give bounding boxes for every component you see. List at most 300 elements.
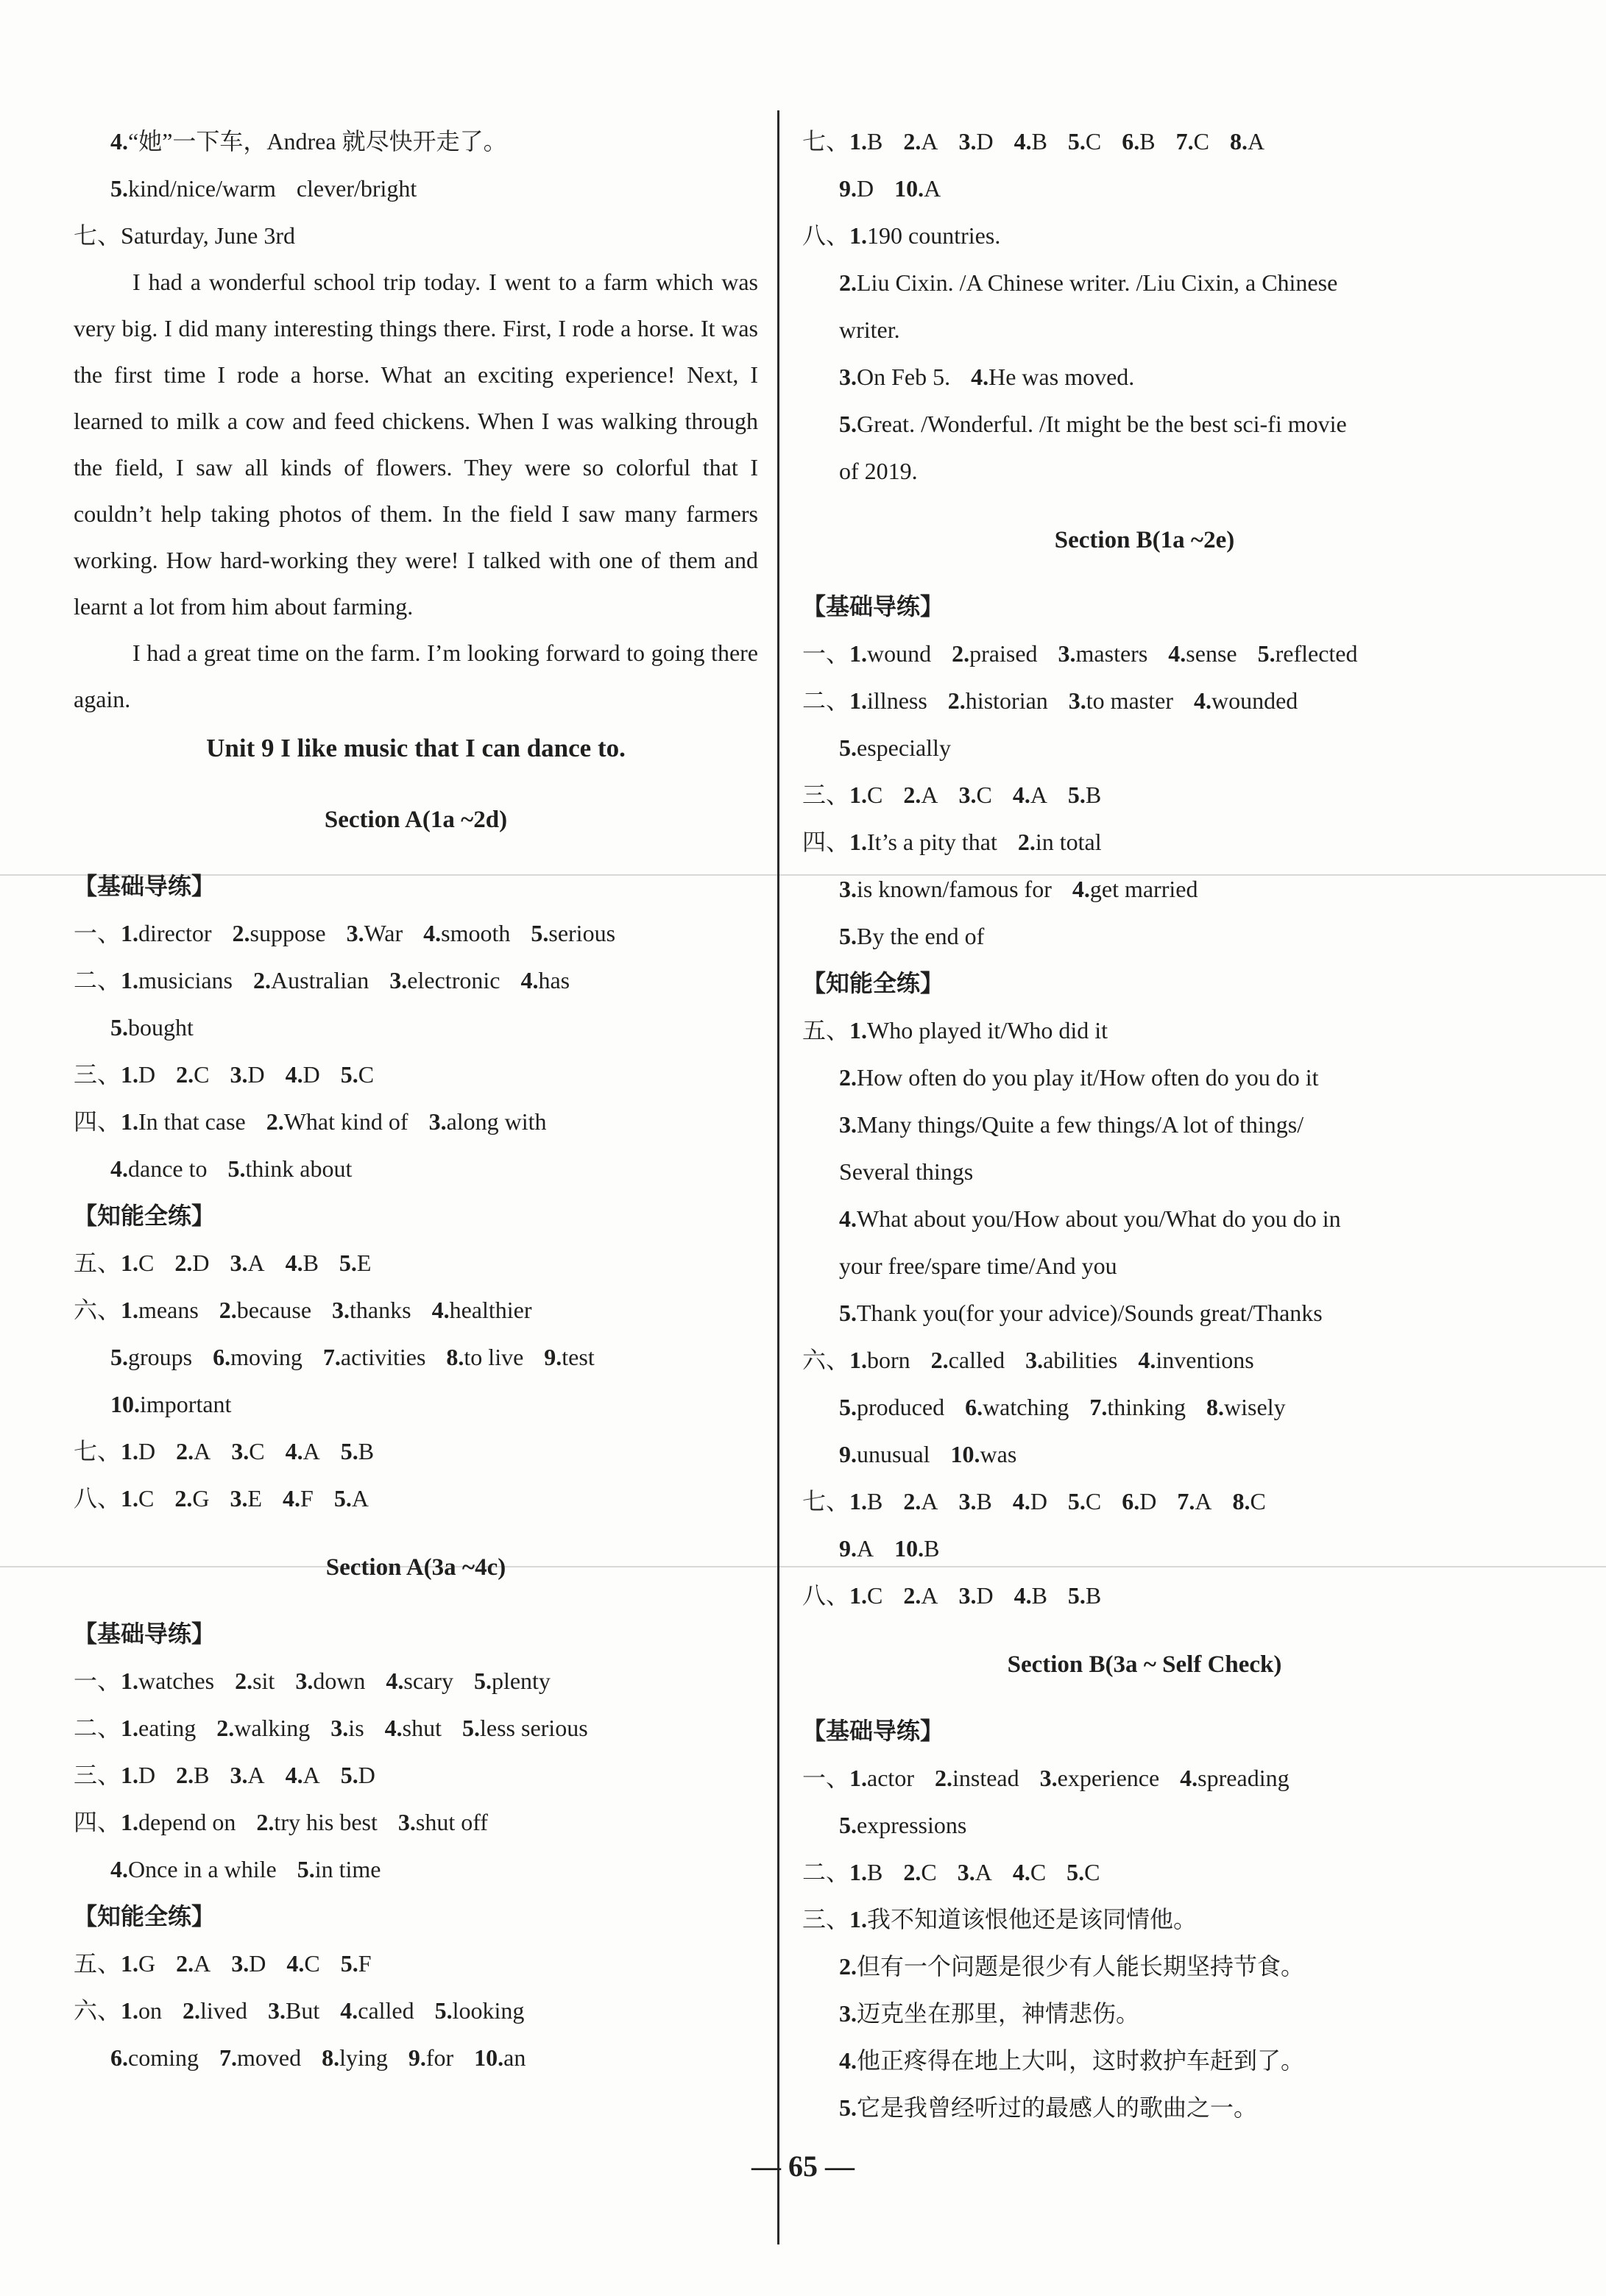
answer-item bbox=[121, 1428, 155, 1475]
answer-item bbox=[341, 1751, 375, 1799]
answer-text: B bbox=[924, 1535, 940, 1562]
answer-number: 8. bbox=[1232, 1488, 1251, 1514]
answer-item bbox=[958, 1478, 991, 1525]
answer-number: 2. bbox=[952, 640, 970, 667]
answer-item bbox=[839, 1148, 973, 1195]
answer-number: 3. bbox=[957, 1859, 975, 1885]
answer-item bbox=[174, 1475, 209, 1522]
answer-item bbox=[266, 1098, 408, 1145]
answer-number: 5. bbox=[333, 1485, 352, 1512]
answer-text: thinking bbox=[1107, 1394, 1186, 1420]
skill-practice-label: 【知能全练】 bbox=[74, 1202, 216, 1229]
answer-text: Many things/Quite a few things/A lot of things/ bbox=[857, 1111, 1304, 1138]
basic-practice-label: 【基础导练】 bbox=[802, 593, 944, 620]
answer-item bbox=[849, 771, 882, 818]
answer-text: A bbox=[921, 128, 938, 155]
answer-number: 1. bbox=[849, 640, 868, 667]
section-number: 五、 bbox=[802, 1017, 850, 1044]
answer-item bbox=[408, 2034, 453, 2081]
answer-text: scary bbox=[403, 1668, 453, 1694]
answer-text: director bbox=[138, 920, 212, 946]
answer-item bbox=[1258, 630, 1358, 677]
answer-item bbox=[839, 1289, 1323, 1336]
section-number: 三、 bbox=[74, 1061, 121, 1088]
answer-item bbox=[1194, 677, 1298, 724]
answer-number: 4. bbox=[1012, 782, 1030, 808]
answer-number: 7. bbox=[219, 2044, 237, 2071]
answer-text: Once in a while bbox=[128, 1856, 277, 1882]
answer-text: an bbox=[503, 2044, 526, 2071]
answer-number: 1. bbox=[849, 128, 868, 155]
answer-item bbox=[849, 1336, 910, 1383]
answer-item bbox=[340, 1987, 414, 2034]
answer-item bbox=[297, 1846, 381, 1893]
answer-number: 2. bbox=[174, 1250, 193, 1276]
answer-item bbox=[1180, 1754, 1289, 1801]
answer-text: C bbox=[921, 1859, 937, 1885]
answer-text: A bbox=[303, 1762, 320, 1788]
answer-text: important bbox=[140, 1391, 232, 1417]
left-column bbox=[74, 118, 758, 2081]
answer-text: Great. /Wonderful. /It might be the best sci-fi movie bbox=[857, 411, 1347, 437]
answer-line bbox=[802, 1478, 1487, 1525]
answer-item bbox=[219, 2034, 301, 2081]
answer-item bbox=[839, 259, 1337, 306]
answer-item bbox=[951, 1431, 1017, 1478]
answer-item bbox=[839, 306, 900, 353]
answer-text: clever/bright bbox=[296, 175, 417, 202]
answer-number: 2. bbox=[266, 1108, 284, 1135]
answer-number: 3. bbox=[389, 967, 408, 993]
answer-text: B bbox=[867, 1488, 883, 1514]
answer-line bbox=[802, 306, 1487, 353]
answer-line bbox=[802, 165, 1487, 212]
answer-number: 4. bbox=[285, 1250, 303, 1276]
answer-text: means bbox=[138, 1297, 199, 1323]
answer-item bbox=[347, 910, 403, 957]
answer-item bbox=[952, 630, 1037, 677]
answer-line bbox=[74, 1381, 758, 1428]
answer-text: to live bbox=[464, 1344, 524, 1370]
answer-text: is known/famous for bbox=[857, 876, 1052, 902]
answer-item bbox=[1068, 1478, 1101, 1525]
answer-number: 2. bbox=[839, 1953, 857, 1980]
answer-item bbox=[334, 1475, 369, 1522]
answer-item bbox=[110, 1004, 194, 1051]
answer-text: historian bbox=[965, 687, 1048, 714]
answer-number: 4. bbox=[340, 1997, 358, 2024]
answer-item bbox=[432, 1286, 532, 1333]
answer-text: A bbox=[194, 1950, 211, 1977]
answer-text: C bbox=[358, 1061, 375, 1088]
answer-item bbox=[839, 2084, 1257, 2131]
answer-text: was bbox=[980, 1441, 1017, 1467]
answer-text: D bbox=[192, 1250, 210, 1276]
answer-text: Liu Cixin. /A Chinese writer. /Liu Cixin, a Chinese bbox=[857, 269, 1338, 296]
answer-line bbox=[74, 910, 758, 957]
answer-number: 7. bbox=[1175, 128, 1194, 155]
answer-number: 2. bbox=[176, 1061, 194, 1088]
answer-item bbox=[1138, 1336, 1253, 1383]
answer-number: 10. bbox=[474, 2044, 504, 2071]
answer-number: 9. bbox=[839, 1535, 857, 1562]
answer-item bbox=[839, 1195, 1341, 1242]
answer-text: dance to bbox=[128, 1155, 208, 1182]
answer-item bbox=[839, 724, 951, 771]
answer-line bbox=[74, 1051, 758, 1098]
answer-item bbox=[233, 910, 326, 957]
answer-number: 4. bbox=[971, 364, 989, 390]
section-number: 四、 bbox=[74, 1809, 121, 1835]
answer-number: 2. bbox=[253, 967, 271, 993]
answer-number: 5. bbox=[839, 1394, 857, 1420]
answer-item bbox=[903, 118, 938, 165]
answer-text: D bbox=[249, 1950, 266, 1977]
answer-text: praised bbox=[969, 640, 1038, 667]
answer-text: “她”一下车，Andrea 就尽快开走了。 bbox=[128, 128, 507, 155]
answer-item bbox=[231, 1428, 264, 1475]
answer-number: 5. bbox=[297, 1856, 315, 1882]
answer-line bbox=[802, 1101, 1487, 1148]
answer-text: is bbox=[348, 1715, 364, 1741]
answer-text: healthier bbox=[449, 1297, 532, 1323]
answer-text: expressions bbox=[857, 1812, 967, 1838]
answer-line bbox=[802, 1289, 1487, 1336]
answer-item bbox=[176, 1751, 209, 1799]
answer-item bbox=[341, 1051, 374, 1098]
answer-text: D bbox=[138, 1438, 156, 1464]
section-b1-title: Section B(1a ~2e) bbox=[1054, 527, 1235, 553]
answer-item bbox=[474, 2034, 526, 2081]
answer-text: musicians bbox=[138, 967, 233, 993]
answer-item bbox=[839, 1990, 1139, 2037]
answer-line bbox=[802, 865, 1487, 913]
answer-item bbox=[219, 1286, 311, 1333]
answer-text: suppose bbox=[250, 920, 326, 946]
answer-item bbox=[423, 910, 510, 957]
answer-item bbox=[894, 165, 941, 212]
answer-number: 2. bbox=[934, 1765, 952, 1791]
answer-item bbox=[1177, 1478, 1211, 1525]
answer-text: What kind of bbox=[283, 1108, 408, 1135]
answer-number: 2. bbox=[174, 1485, 193, 1512]
answer-number: 5. bbox=[839, 411, 857, 437]
answer-text: A bbox=[921, 1488, 938, 1514]
answer-text: on bbox=[138, 1997, 163, 2024]
answer-text: watches bbox=[138, 1668, 215, 1694]
answer-item bbox=[839, 1943, 1304, 1990]
answer-item bbox=[894, 1525, 939, 1572]
answer-number: 3. bbox=[330, 1715, 349, 1741]
answer-line bbox=[802, 447, 1487, 495]
answer-item bbox=[330, 1704, 364, 1751]
answer-number: 2. bbox=[903, 128, 921, 155]
answer-item bbox=[849, 1849, 882, 1896]
answer-text: inventions bbox=[1156, 1347, 1254, 1373]
answer-number: 3. bbox=[1039, 1765, 1058, 1791]
answer-item bbox=[121, 1704, 196, 1751]
answer-line bbox=[74, 1145, 758, 1192]
answer-item bbox=[286, 1940, 319, 1987]
answer-number: 9. bbox=[544, 1344, 562, 1370]
section-number: 一、 bbox=[74, 920, 121, 946]
answer-number: 4. bbox=[1014, 1582, 1032, 1609]
answer-item bbox=[110, 165, 276, 212]
answer-number: 7. bbox=[1177, 1488, 1195, 1514]
answer-number: 1. bbox=[121, 1438, 139, 1464]
answer-number: 2. bbox=[216, 1715, 235, 1741]
answer-item bbox=[462, 1704, 588, 1751]
answer-text: bought bbox=[128, 1014, 194, 1041]
basic-practice-label: 【基础导练】 bbox=[74, 1620, 216, 1647]
answer-number: 3. bbox=[230, 1762, 248, 1788]
answer-line bbox=[802, 1242, 1487, 1289]
answer-number: 3. bbox=[839, 1111, 857, 1138]
section-number: 六、 bbox=[74, 1997, 121, 2024]
answer-text: How often do you play it/How often do you do it bbox=[857, 1064, 1319, 1091]
answer-number: 5. bbox=[839, 2094, 857, 2121]
answer-text: wisely bbox=[1224, 1394, 1286, 1420]
answer-text: C bbox=[194, 1061, 210, 1088]
answer-line bbox=[802, 1007, 1487, 1054]
answer-number: 2. bbox=[235, 1668, 253, 1694]
answer-text: Several things bbox=[839, 1158, 974, 1185]
answer-number: 3. bbox=[231, 1950, 250, 1977]
answer-line bbox=[802, 913, 1487, 960]
answer-text: watching bbox=[983, 1394, 1069, 1420]
answer-item bbox=[174, 1239, 209, 1286]
answer-text: C bbox=[138, 1250, 155, 1276]
answer-text: D bbox=[247, 1061, 265, 1088]
answer-item bbox=[839, 353, 950, 400]
answer-number: 1. bbox=[121, 1950, 139, 1977]
answer-text: A bbox=[351, 1485, 369, 1512]
answer-item bbox=[839, 1525, 874, 1572]
answer-text: moved bbox=[236, 2044, 302, 2071]
answer-number: 5. bbox=[839, 734, 857, 761]
answer-line bbox=[802, 724, 1487, 771]
answer-line bbox=[802, 1148, 1487, 1195]
answer-item bbox=[849, 212, 1000, 259]
answer-item bbox=[286, 1751, 320, 1799]
answer-number: 4. bbox=[839, 2047, 857, 2074]
answer-number: 8. bbox=[322, 2044, 340, 2071]
answer-line bbox=[802, 1525, 1487, 1572]
answer-item bbox=[286, 1051, 320, 1098]
answer-number: 4. bbox=[1012, 1859, 1030, 1885]
answer-item bbox=[121, 212, 295, 259]
answer-text: B bbox=[1031, 1582, 1047, 1609]
answer-number: 4. bbox=[1180, 1765, 1198, 1791]
answer-number: 1. bbox=[849, 687, 868, 714]
answer-text: in time bbox=[314, 1856, 381, 1882]
answer-text: down bbox=[313, 1668, 366, 1694]
answer-text: In that case bbox=[138, 1108, 246, 1135]
answer-number: 6. bbox=[1122, 1488, 1140, 1514]
answer-item bbox=[1058, 630, 1148, 677]
answer-item bbox=[110, 1846, 277, 1893]
answer-item bbox=[110, 1333, 192, 1381]
answer-text: especially bbox=[857, 734, 951, 761]
answer-text: electronic bbox=[407, 967, 500, 993]
answer-text: called bbox=[948, 1347, 1005, 1373]
section-number: 六、 bbox=[802, 1347, 850, 1373]
answer-item bbox=[1066, 1849, 1100, 1896]
answer-line bbox=[74, 1333, 758, 1381]
answer-text: shut bbox=[402, 1715, 442, 1741]
answer-item bbox=[230, 1751, 264, 1799]
answer-text: G bbox=[192, 1485, 210, 1512]
answer-number: 4. bbox=[431, 1297, 450, 1323]
answer-text: 但有一个问题是很少有人能长期坚持节食。 bbox=[857, 1953, 1305, 1980]
answer-item bbox=[849, 1478, 882, 1525]
answer-text: B bbox=[1085, 1582, 1102, 1609]
answer-number: 8. bbox=[446, 1344, 464, 1370]
answer-item bbox=[903, 1849, 936, 1896]
answer-text: A bbox=[1030, 782, 1047, 808]
answer-line bbox=[802, 259, 1487, 306]
answer-text: has bbox=[538, 967, 570, 993]
answer-text: F bbox=[300, 1485, 314, 1512]
answer-line bbox=[802, 1754, 1487, 1801]
answer-text: What about you/How about you/What do you do in bbox=[857, 1205, 1341, 1232]
answer-item bbox=[429, 1098, 547, 1145]
answer-line bbox=[802, 1801, 1487, 1849]
answer-number: 1. bbox=[121, 1485, 139, 1512]
answer-text: to master bbox=[1086, 687, 1173, 714]
answer-text: E bbox=[247, 1485, 263, 1512]
answer-number: 5. bbox=[110, 175, 128, 202]
answer-number: 10. bbox=[950, 1441, 980, 1467]
section-number: 七、 bbox=[802, 128, 850, 155]
essay-paragraph: I had a great time on the farm. I’m looking forward to going there again. bbox=[74, 639, 758, 712]
answer-text: moving bbox=[230, 1344, 303, 1370]
answer-item bbox=[446, 1333, 523, 1381]
answer-text: A bbox=[247, 1250, 265, 1276]
answer-text: C bbox=[867, 1582, 883, 1609]
answer-number: 10. bbox=[894, 1535, 924, 1562]
answer-line bbox=[802, 400, 1487, 447]
answer-item bbox=[971, 353, 1134, 400]
answer-number: 5. bbox=[1067, 782, 1086, 808]
answer-text: Saturday, June 3rd bbox=[121, 222, 295, 249]
answer-text: C bbox=[1250, 1488, 1266, 1514]
answer-number: 2. bbox=[930, 1347, 949, 1373]
answer-number: 4. bbox=[1012, 1488, 1030, 1514]
answer-number: 1. bbox=[121, 1108, 139, 1135]
answer-text: spreading bbox=[1198, 1765, 1290, 1791]
answer-text: sense bbox=[1186, 640, 1237, 667]
answer-item bbox=[1089, 1383, 1186, 1431]
answer-number: 2. bbox=[1017, 829, 1036, 855]
answer-item bbox=[216, 1704, 310, 1751]
answer-number: 1. bbox=[849, 1347, 868, 1373]
section-number: 三、 bbox=[74, 1762, 121, 1788]
answer-item bbox=[110, 118, 507, 165]
answer-number: 3. bbox=[230, 1061, 248, 1088]
answer-line bbox=[802, 1849, 1487, 1896]
answer-number: 1. bbox=[121, 1297, 139, 1323]
answer-number: 4. bbox=[386, 1668, 404, 1694]
answer-text: unusual bbox=[857, 1441, 930, 1467]
answer-number: 5. bbox=[110, 1344, 128, 1370]
answer-number: 2. bbox=[219, 1297, 237, 1323]
answer-item bbox=[1176, 118, 1209, 165]
answer-item bbox=[253, 957, 369, 1004]
answer-item bbox=[121, 1940, 155, 1987]
answer-line bbox=[74, 1751, 758, 1799]
answer-text: think about bbox=[245, 1155, 353, 1182]
answer-number: 4. bbox=[1193, 687, 1211, 714]
answer-number: 3. bbox=[230, 1485, 248, 1512]
answer-number: 2. bbox=[903, 1488, 921, 1514]
answer-text: It’s a pity that bbox=[867, 829, 997, 855]
answer-text: looking bbox=[452, 1997, 525, 2024]
answer-item bbox=[1069, 677, 1173, 724]
answer-number: 2. bbox=[903, 782, 921, 808]
answer-item bbox=[849, 118, 882, 165]
answer-item bbox=[121, 1475, 154, 1522]
answer-item bbox=[230, 1239, 264, 1286]
answer-number: 5. bbox=[227, 1155, 246, 1182]
answer-item bbox=[1230, 118, 1264, 165]
answer-item bbox=[230, 1475, 262, 1522]
answer-number: 4. bbox=[1138, 1347, 1156, 1373]
section-number: 一、 bbox=[802, 640, 850, 667]
answer-number: 3. bbox=[295, 1668, 314, 1694]
answer-number: 4. bbox=[423, 920, 442, 946]
answer-number: 5. bbox=[1067, 1488, 1086, 1514]
answer-line bbox=[74, 1846, 758, 1893]
answer-number: 5. bbox=[1067, 128, 1086, 155]
column-divider bbox=[777, 110, 779, 2244]
answer-item bbox=[839, 1054, 1318, 1101]
section-number: 二、 bbox=[802, 687, 850, 714]
answer-item bbox=[849, 677, 927, 724]
answer-item bbox=[1014, 1572, 1047, 1619]
answer-item bbox=[121, 1098, 246, 1145]
answer-number: 4. bbox=[110, 1155, 128, 1182]
answer-number: 3. bbox=[1068, 687, 1086, 714]
answer-text: your free/spare time/And you bbox=[839, 1252, 1117, 1279]
answer-item bbox=[849, 1572, 882, 1619]
answer-line bbox=[74, 165, 758, 212]
answer-line bbox=[74, 1286, 758, 1333]
answer-line bbox=[74, 1704, 758, 1751]
answer-item bbox=[332, 1286, 411, 1333]
answer-text: shut off bbox=[415, 1809, 488, 1835]
answer-text: wound bbox=[867, 640, 932, 667]
skill-practice-label: 【知能全练】 bbox=[802, 970, 944, 996]
answer-number: 1. bbox=[121, 1762, 139, 1788]
answer-item bbox=[231, 1940, 266, 1987]
answer-item bbox=[1018, 818, 1102, 865]
answer-text: A bbox=[857, 1535, 874, 1562]
answer-text: of 2019. bbox=[839, 458, 918, 484]
answer-text: sit bbox=[252, 1668, 275, 1694]
answer-text: in total bbox=[1035, 829, 1102, 855]
page-number: — 65 — bbox=[751, 2150, 855, 2183]
section-number: 八、 bbox=[802, 222, 850, 249]
answer-line bbox=[74, 1475, 758, 1522]
answer-number: 4. bbox=[110, 1856, 128, 1882]
answer-line bbox=[802, 1054, 1487, 1101]
answer-number: 1. bbox=[121, 1061, 139, 1088]
answer-number: 6. bbox=[213, 1344, 231, 1370]
basic-practice-label: 【基础导练】 bbox=[802, 1718, 944, 1744]
answer-text: D bbox=[976, 1582, 994, 1609]
answer-item bbox=[1013, 1849, 1046, 1896]
